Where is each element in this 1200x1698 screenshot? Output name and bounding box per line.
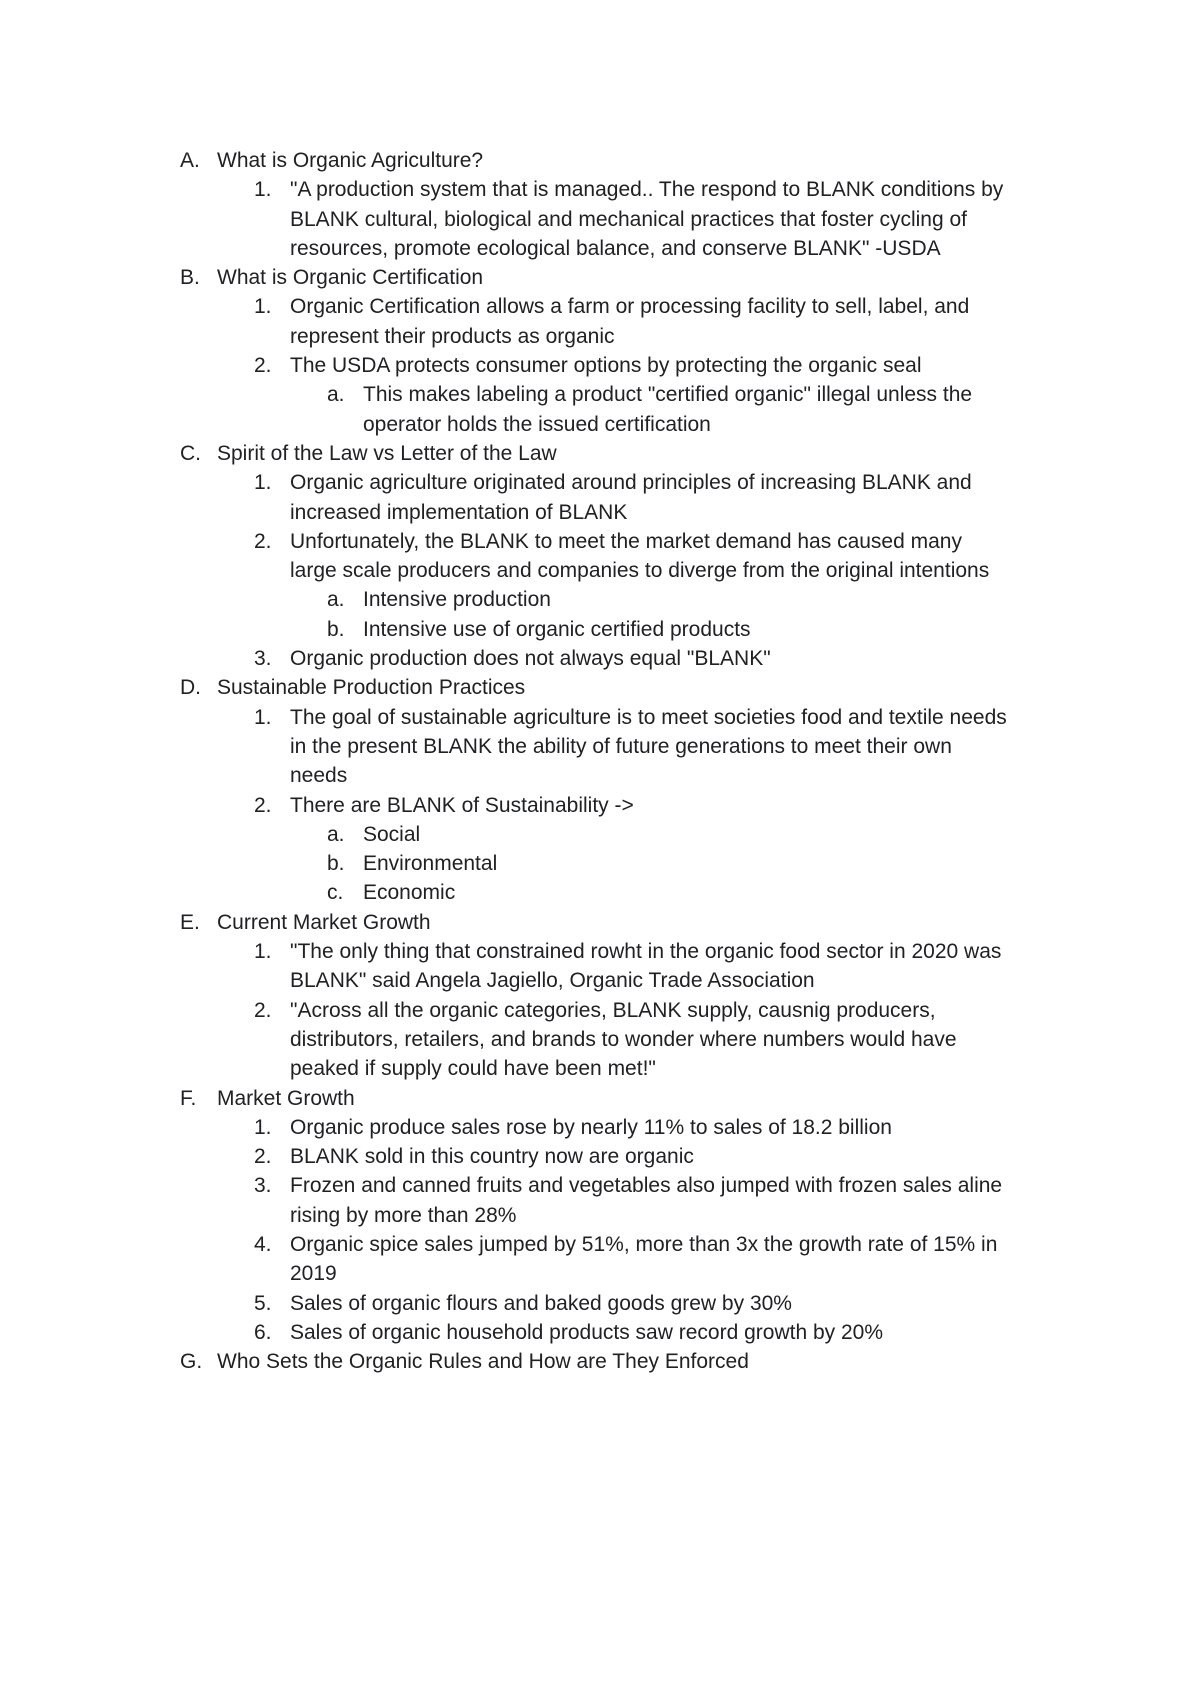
- list-marker: 1.: [254, 705, 272, 729]
- list-item-text: Spirit of the Law vs Letter of the Law: [217, 441, 557, 465]
- list-item: [0, 791, 1200, 820]
- list-item-text: Environmental: [363, 852, 498, 876]
- list-item-text: resources, promote ecological balance, and conserve BLANK" -USDA: [290, 236, 941, 260]
- sub-list-item: [0, 585, 1200, 614]
- list-item-text: needs: [290, 764, 348, 788]
- list-marker: b.: [327, 852, 345, 876]
- list-marker: a.: [327, 588, 345, 612]
- list-item: [0, 556, 1200, 585]
- list-item: [0, 322, 1200, 351]
- list-item: [0, 292, 1200, 321]
- list-item: [0, 1259, 1200, 1288]
- list-item-text: BLANK cultural, biological and mechanical practices that foster cycling of: [290, 207, 968, 231]
- list-item-text: Unfortunately, the BLANK to meet the market demand has caused many: [290, 529, 962, 553]
- list-item-text: Sustainable Production Practices: [217, 676, 526, 700]
- list-item-text: Organic produce sales rose by nearly 11% to sales of 18.2 billion: [290, 1115, 892, 1139]
- list-item-text: distributors, retailers, and brands to wonder where numbers would have: [290, 1027, 957, 1051]
- list-item: [0, 996, 1200, 1025]
- list-item-text: "Across all the organic categories, BLANK supply, causnig producers,: [290, 998, 936, 1022]
- list-item: [0, 1142, 1200, 1171]
- list-marker: C.: [180, 441, 201, 465]
- sub-list-item: [0, 849, 1200, 878]
- list-item: [0, 732, 1200, 761]
- section-heading: [0, 673, 1200, 702]
- list-item-text: Sales of organic flours and baked goods grew by 30%: [290, 1291, 792, 1315]
- list-item-text: Economic: [363, 881, 456, 905]
- list-item: [0, 468, 1200, 497]
- list-item-text: The goal of sustainable agriculture is to meet societies food and textile needs: [290, 705, 1007, 729]
- list-marker: a.: [327, 822, 345, 846]
- list-marker: A.: [180, 149, 200, 172]
- list-marker: E.: [180, 910, 200, 934]
- list-marker: 1.: [254, 1115, 272, 1139]
- list-marker: 2.: [254, 998, 272, 1022]
- list-marker: 5.: [254, 1291, 272, 1315]
- section-heading: [0, 146, 1200, 175]
- list-item: [0, 205, 1200, 234]
- list-item-text: Market Growth: [217, 1086, 355, 1110]
- sub-list-item: [0, 410, 1200, 439]
- list-marker: 3.: [254, 1174, 272, 1198]
- list-item-text: "The only thing that constrained rowht in the organic food sector in 2020 was: [290, 940, 1002, 964]
- list-item-text: Frozen and canned fruits and vegetables also jumped with frozen sales aline: [290, 1174, 1003, 1198]
- list-marker: 2.: [254, 529, 272, 553]
- document-outline: [0, 146, 1200, 1376]
- sub-list-item: [0, 878, 1200, 907]
- list-item-text: What is Organic Certification: [217, 266, 484, 290]
- list-item-text: Current Market Growth: [217, 910, 431, 934]
- list-marker: c.: [327, 881, 344, 905]
- list-item: [0, 1171, 1200, 1200]
- list-item-text: Organic production does not always equal "BLANK": [290, 647, 771, 671]
- list-marker: 1.: [254, 178, 272, 202]
- list-item: [0, 1113, 1200, 1142]
- list-item-text: BLANK" said Angela Jagiello, Organic Trade Association: [290, 969, 815, 993]
- list-item: [0, 937, 1200, 966]
- list-item-text: operator holds the issued certification: [363, 412, 711, 436]
- sub-list-item: [0, 380, 1200, 409]
- list-marker: 1.: [254, 295, 272, 319]
- list-item-text: The USDA protects consumer options by protecting the organic seal: [290, 354, 922, 378]
- list-item-text: rising by more than 28%: [290, 1203, 517, 1227]
- list-item: [0, 527, 1200, 556]
- sub-list-item: [0, 615, 1200, 644]
- list-item-text: Organic Certification allows a farm or processing facility to sell, label, and: [290, 295, 970, 319]
- list-item-text: "A production system that is managed.. The respond to BLANK conditions by: [290, 178, 1004, 202]
- list-item: [0, 1201, 1200, 1230]
- list-item-text: Sales of organic household products saw record growth by 20%: [290, 1320, 884, 1344]
- section-heading: [0, 439, 1200, 468]
- list-marker: 2.: [254, 354, 272, 378]
- list-marker: 3.: [254, 647, 272, 671]
- list-item: [0, 703, 1200, 732]
- list-item: [0, 1318, 1200, 1347]
- list-item-text: What is Organic Agriculture?: [217, 149, 484, 172]
- list-item: [0, 234, 1200, 263]
- list-item-text: increased implementation of BLANK: [290, 500, 628, 524]
- list-item-text: represent their products as organic: [290, 324, 615, 348]
- list-marker: D.: [180, 676, 201, 700]
- list-item: [0, 498, 1200, 527]
- list-item-text: 2019: [290, 1262, 337, 1286]
- section-heading: [0, 1347, 1200, 1376]
- sub-list-item: [0, 820, 1200, 849]
- list-item-text: Social: [363, 822, 421, 846]
- list-item: [0, 1054, 1200, 1083]
- list-marker: 1.: [254, 471, 272, 495]
- list-item-text: large scale producers and companies to diverge from the original intentions: [290, 559, 990, 583]
- list-item: [0, 1289, 1200, 1318]
- list-item-text: Organic spice sales jumped by 51%, more than 3x the growth rate of 15% in: [290, 1232, 998, 1256]
- list-item: [0, 175, 1200, 204]
- list-marker: 1.: [254, 940, 272, 964]
- list-item-text: Who Sets the Organic Rules and How are They Enforced: [217, 1350, 749, 1374]
- list-marker: 4.: [254, 1232, 272, 1256]
- list-item: [0, 351, 1200, 380]
- list-item-text: in the present BLANK the ability of future generations to meet their own: [290, 734, 952, 758]
- list-item: [0, 1230, 1200, 1259]
- list-item-text: Intensive use of organic certified products: [363, 617, 751, 641]
- list-item-text: Organic agriculture originated around principles of increasing BLANK and: [290, 471, 972, 495]
- section-heading: [0, 263, 1200, 292]
- list-item-text: BLANK sold in this country now are organic: [290, 1145, 694, 1169]
- list-item: [0, 761, 1200, 790]
- list-item: [0, 966, 1200, 995]
- list-item-text: peaked if supply could have been met!": [290, 1057, 656, 1081]
- list-marker: F.: [180, 1086, 197, 1110]
- list-item-text: There are BLANK of Sustainability ->: [290, 793, 634, 817]
- list-marker: b.: [327, 617, 345, 641]
- list-marker: 2.: [254, 793, 272, 817]
- section-heading: [0, 908, 1200, 937]
- section-heading: [0, 1084, 1200, 1113]
- list-marker: B.: [180, 266, 200, 290]
- list-marker: 6.: [254, 1320, 272, 1344]
- list-item: [0, 644, 1200, 673]
- list-marker: 2.: [254, 1145, 272, 1169]
- list-marker: G.: [180, 1350, 203, 1374]
- list-item: [0, 1025, 1200, 1054]
- list-marker: a.: [327, 383, 345, 407]
- list-item-text: This makes labeling a product "certified organic" illegal unless the: [363, 383, 973, 407]
- list-item-text: Intensive production: [363, 588, 551, 612]
